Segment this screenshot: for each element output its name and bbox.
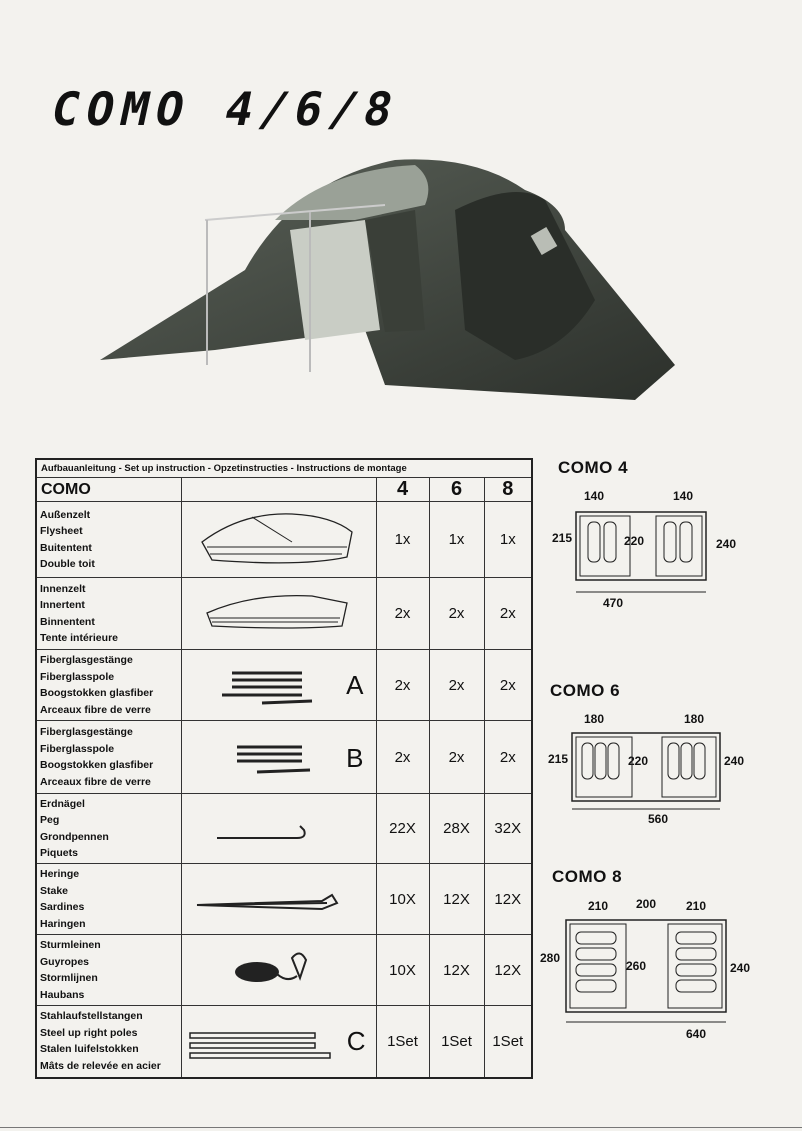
stake-icon: [182, 867, 372, 927]
page-divider: [0, 1127, 802, 1128]
plan-como4-width-left: 140: [584, 489, 605, 503]
table-row: Heringe Stake Sardines Haringen 10X 12X 12X: [36, 864, 532, 935]
flysheet-icon: [182, 502, 372, 572]
page-title: COMO 4/6/8: [46, 82, 405, 136]
table-row: Innenzelt Innertent Binnentent Tente intérieure 2x 2x 2x: [36, 578, 532, 650]
plan-como4-right-height: 240: [716, 537, 737, 551]
parts-table: [35, 458, 533, 1079]
letter-c-label: C: [346, 1026, 366, 1056]
plan-como4-left-height: 215: [552, 531, 573, 545]
plan-title-como8: COMO 8: [552, 867, 623, 886]
plan-como8-right-height: 240: [730, 961, 751, 975]
plan-como8-width-mid: 200: [636, 897, 657, 911]
size-4-header: 4: [376, 478, 429, 502]
plan-como6-mid-height: 220: [628, 754, 649, 768]
steel-poles-c-icon: [182, 1011, 342, 1071]
table-row: Sturmleinen Guyropes Stormlijnen Haubans 10X 12X 12X: [36, 935, 532, 1006]
plan-como6-left-height: 215: [548, 752, 569, 766]
size-8-header: 8: [484, 478, 532, 502]
floor-plan-como8: [536, 892, 762, 1044]
plan-como8-left-height: 280: [540, 951, 561, 965]
plan-como6-width-right: 180: [684, 712, 705, 726]
plan-como8-total-width: 640: [686, 1027, 707, 1041]
floor-plan-como6: [544, 705, 754, 835]
fiberglass-poles-b-icon: [182, 727, 342, 787]
instructions-header: Aufbauanleitung - Set up instruction - Opzetinstructies - Instructions de montage: [36, 459, 532, 478]
model-label: COMO: [36, 478, 181, 502]
plan-como4-mid-height: 220: [624, 534, 645, 548]
floor-plan-como4: [548, 482, 748, 612]
plan-como8-width-right: 210: [686, 899, 707, 913]
tent-illustration: [95, 150, 685, 400]
inner-tent-icon: [182, 578, 372, 644]
plan-como8-width-left: 210: [588, 899, 609, 913]
peg-icon: [182, 796, 372, 856]
plan-como4-total-width: 470: [603, 596, 624, 610]
table-row: Fiberglasgestänge Fiberglasspole Boogstokken glasfiber Arceaux fibre de verre B 2x 2x 2x: [36, 721, 532, 794]
size-6-header: 6: [429, 478, 484, 502]
table-row: Außenzelt Flysheet Buitentent Double toit 1x 1x 1x: [36, 502, 532, 578]
letter-a-label: A: [346, 670, 364, 700]
plan-como8-mid-height: 260: [626, 959, 647, 973]
table-row: Erdnägel Peg Grondpennen Piquets 22X 28X 32X: [36, 794, 532, 864]
plan-como6-width-left: 180: [584, 712, 605, 726]
plan-title-como4: COMO 4: [558, 458, 629, 477]
letter-b-label: B: [346, 743, 364, 773]
table-row: Stahlaufstellstangen Steel up right poles Stalen luifelstokken Mâts de relevée en acier C 1Set 1Set 1Set: [36, 1006, 532, 1078]
table-row: Fiberglasgestänge Fiberglasspole Boogstokken glasfiber Arceaux fibre de verre A 2x 2x 2x: [36, 650, 532, 721]
fiberglass-poles-a-icon: [182, 655, 342, 715]
plan-title-como6: COMO 6: [550, 681, 621, 700]
guyrope-icon: [182, 938, 372, 998]
plan-como4-width-right: 140: [673, 489, 694, 503]
plan-como6-right-height: 240: [724, 754, 745, 768]
plan-como6-total-width: 560: [648, 812, 669, 826]
